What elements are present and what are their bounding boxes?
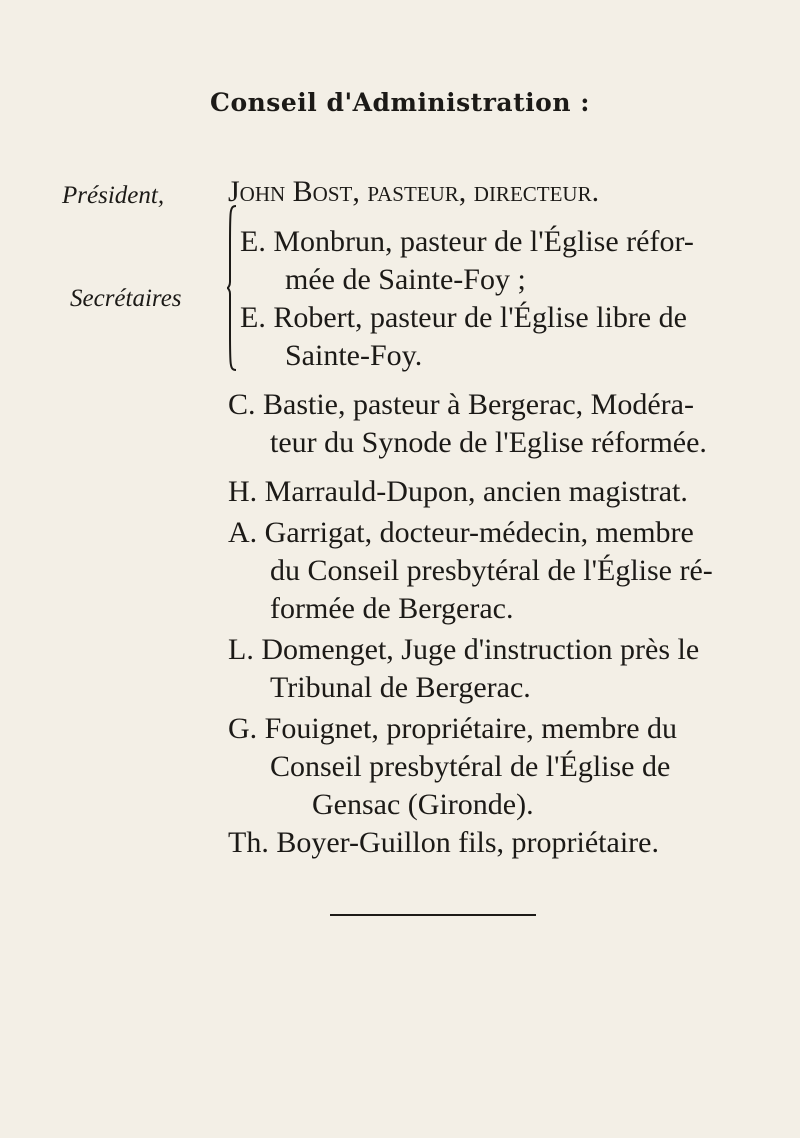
president-entry: John Bost, pasteur, directeur.	[228, 175, 600, 208]
member-line: H. Marrauld-Dupon, ancien magistrat.	[228, 475, 688, 508]
member-line: Th. Boyer-Guillon fils, propriétaire.	[228, 826, 659, 859]
member-line: Tribunal de Bergerac.	[270, 671, 531, 704]
member-line: L. Domenget, Juge d'instruction près le	[228, 633, 700, 666]
secretary-line: E. Monbrun, pasteur de l'Église réfor-	[240, 225, 694, 258]
member-line: formée de Bergerac.	[270, 592, 514, 625]
member-line: C. Bastie, pasteur à Bergerac, Modéra-	[228, 388, 694, 421]
member-line: A. Garrigat, docteur-médecin, membre	[228, 516, 694, 549]
member-line: Gensac (Gironde).	[312, 788, 534, 821]
member-line: du Conseil presbytéral de l'Église ré-	[270, 554, 713, 587]
closing-rule	[330, 914, 536, 916]
secretary-line: mée de Sainte-Foy ;	[285, 263, 526, 296]
secretary-line: Sainte-Foy.	[285, 339, 423, 372]
secretaires-label: Secrétaires	[70, 285, 182, 312]
president-label: Président,	[62, 182, 165, 209]
page-title: Conseil d'Administration :	[210, 88, 590, 117]
secretary-line: E. Robert, pasteur de l'Église libre de	[240, 301, 687, 334]
member-line: teur du Synode de l'Eglise réformée.	[270, 426, 707, 459]
member-line: Conseil presbytéral de l'Église de	[270, 750, 671, 783]
brace-icon	[227, 204, 237, 372]
member-line: G. Fouignet, propriétaire, membre du	[228, 712, 678, 745]
